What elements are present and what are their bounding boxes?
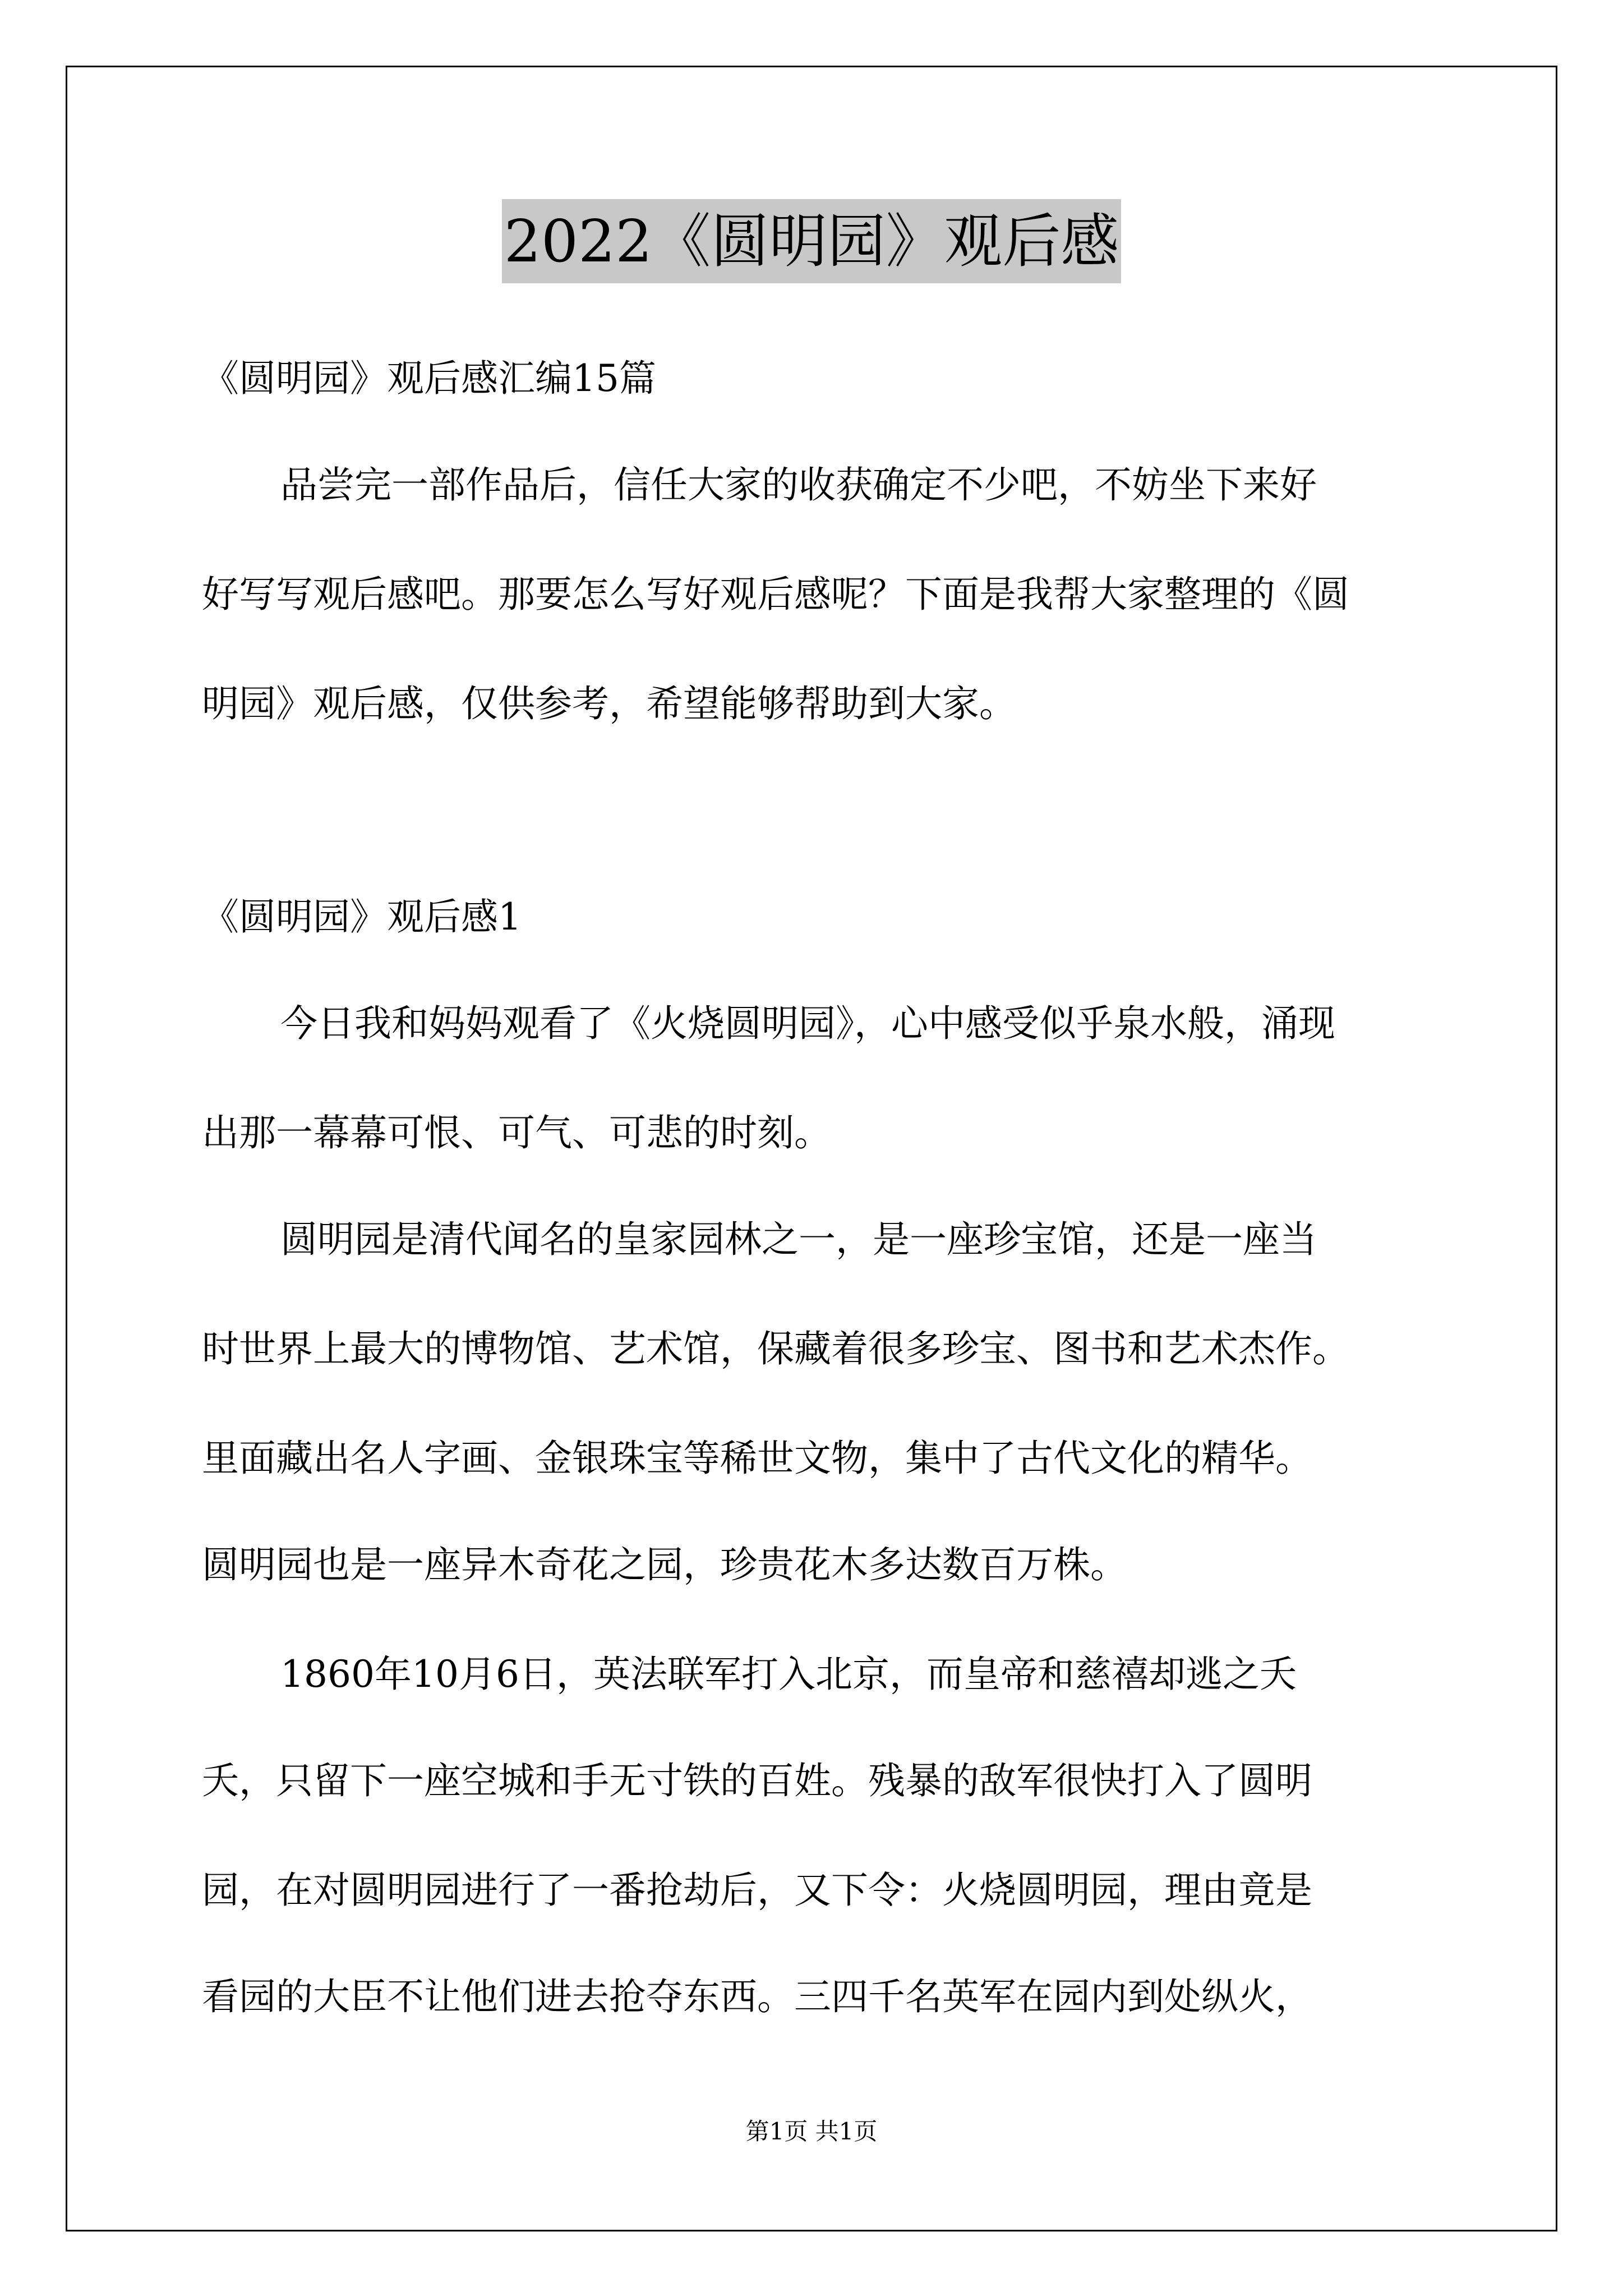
body-line-8: 夭，只留下一座空城和手无寸铁的百姓。残暴的敌军很快打入了圆明 xyxy=(202,1759,1312,1802)
body-line-5: 里面藏出名人字画、金银珠宝等稀世文物，集中了古代文化的精华。 xyxy=(202,1437,1312,1480)
body-line-10: 看园的大臣不让他们进去抢夺东西。三四千名英军在园内到处纵火， xyxy=(202,1975,1312,2018)
intro-line-2: 好写写观后感吧。那要怎么写好观后感呢？下面是我帮大家整理的《圆 xyxy=(202,573,1349,616)
intro-line-3: 明园》观后感，仅供参考，希望能够帮助到大家。 xyxy=(202,682,1016,725)
section-heading: 《圆明园》观后感1 xyxy=(202,895,522,938)
body-line-2: 出那一幕幕可恨、可气、可悲的时刻。 xyxy=(202,1111,831,1154)
body-line-9: 园，在对圆明园进行了一番抢劫后，又下令：火烧圆明园，理由竟是 xyxy=(202,1869,1312,1912)
body-line-7: 1860年10月6日，英法联军打入北京，而皇帝和慈禧却逃之夭 xyxy=(280,1653,1297,1696)
body-line-6: 圆明园也是一座异木奇花之园，珍贵花木多达数百万株。 xyxy=(202,1543,1127,1586)
document-subtitle: 《圆明园》观后感汇编15篇 xyxy=(202,357,656,400)
intro-line-1: 品尝完一部作品后，信任大家的收获确定不少吧，不妨坐下来好 xyxy=(280,463,1317,507)
body-line-1: 今日我和妈妈观看了《火烧圆明园》，心中感受似乎泉水般，涌现 xyxy=(280,1002,1335,1045)
page-footer: 第1页 共1页 xyxy=(745,2118,878,2145)
body-line-3: 圆明园是清代闻名的皇家园林之一，是一座珍宝馆，还是一座当 xyxy=(280,1218,1317,1261)
title-container xyxy=(0,199,1623,283)
body-line-4: 时世界上最大的博物馆、艺术馆，保藏着很多珍宝、图书和艺术杰作。 xyxy=(202,1327,1349,1370)
document-title: 2022《圆明园》观后感 xyxy=(502,199,1122,283)
